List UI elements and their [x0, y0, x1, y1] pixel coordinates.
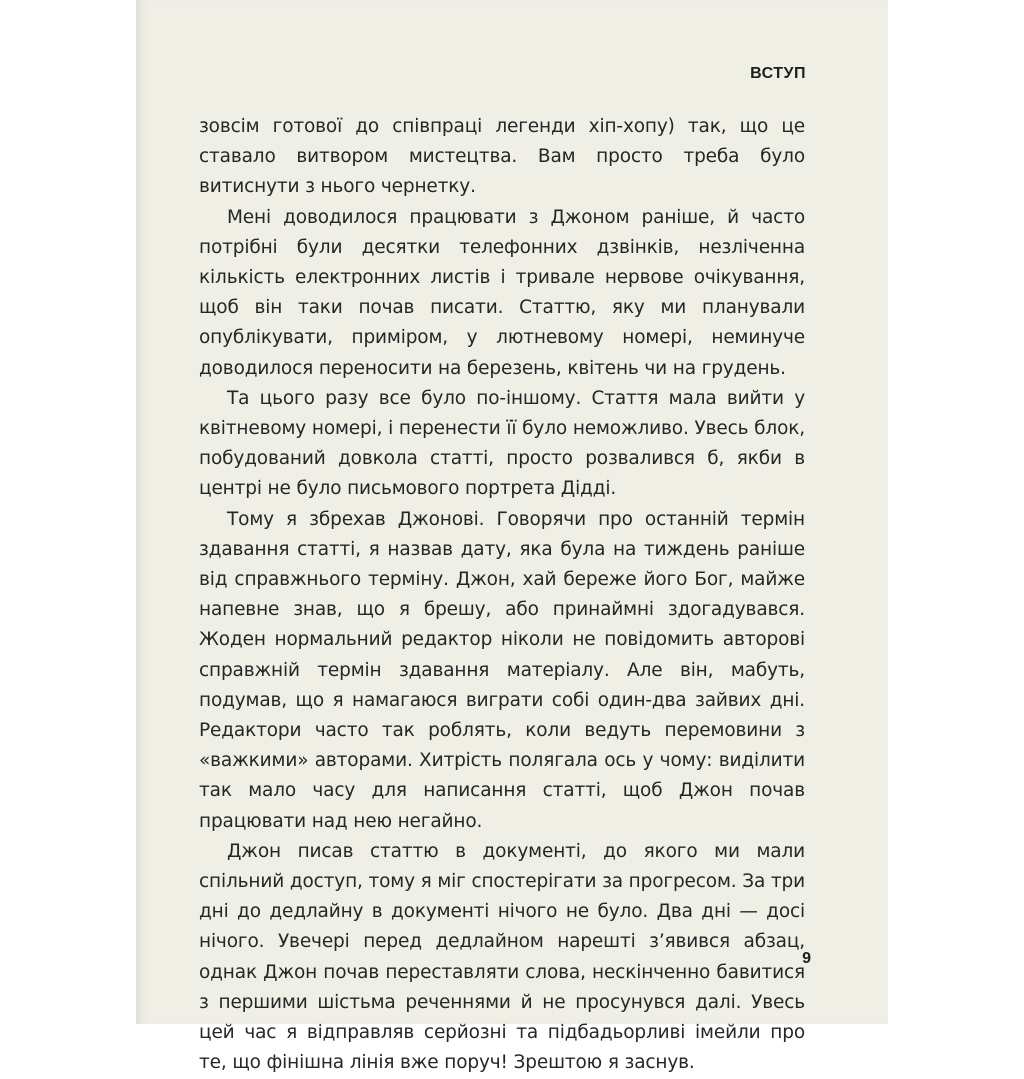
body-text [199, 112, 805, 1079]
book-page [136, 0, 888, 1074]
paragraph: Тому я збрехав Джонові. Говорячи про останній термін здавання статті, я назвав дату, яка була на тиждень раніше від справжнього терміну. Джон, хай береже його Бог, майже напевне знав, що я брешу, або принаймні здогадувався. Жоден нормальний редактор ніколи не повідомить авторові справжній термін здавання матеріалу. Але він, мабуть, подумав, що я намагаюся виграти собі один-два зайвих дні. Редактори часто так роблять, коли ведуть перемовини з «важкими» авторами. Хитрість полягала ось у чому: виділити так мало часу для написання статті, щоб Джон почав працювати над нею негайно. [199, 508, 805, 832]
paragraph: зовсім готової до співпраці легенди хіп-хопу) так, що це ставало витвором мистецтва. Вам просто треба було витиснути з нього чернетку. [199, 116, 805, 198]
paragraph: Мені доводилося працювати з Джоном раніше, й часто потрібні були десятки телефонних дзвінків, незліченна кількість електронних листів і тривале нервове очікування, щоб він таки почав писати. Статтю, яку ми планували опублікувати, приміром, у лютневому номері, неминуче доводилося переносити на березень, квітень чи на грудень. [199, 206, 805, 379]
paragraph: Джон писав статтю в документі, до якого ми мали спільний доступ, тому я міг спостерігати за прогресом. За три дні до дедлайну в документі нічого не було. Два дні — досі нічого. Увечері перед дедлайном нарешті з’явився абзац, однак Джон почав переставляти слова, нескінченно бавитися з першими шістьма реченнями й не просунувся далі. Увесь цей час я відправляв серйозні та підбадьорливі імейли про те, що фінішна лінія вже поруч! Зрештою я заснув. [199, 840, 805, 1074]
running-head: ВСТУП [750, 65, 806, 82]
paragraph: Та цього разу все було по-іншому. Стаття мала вийти у квітневому номері, і перенести її було неможливо. Увесь блок, побудований довкола статті, просто розвалився б, якби в центрі не було письмового портрета Дідді. [199, 387, 805, 500]
page-number: 9 [802, 950, 811, 967]
